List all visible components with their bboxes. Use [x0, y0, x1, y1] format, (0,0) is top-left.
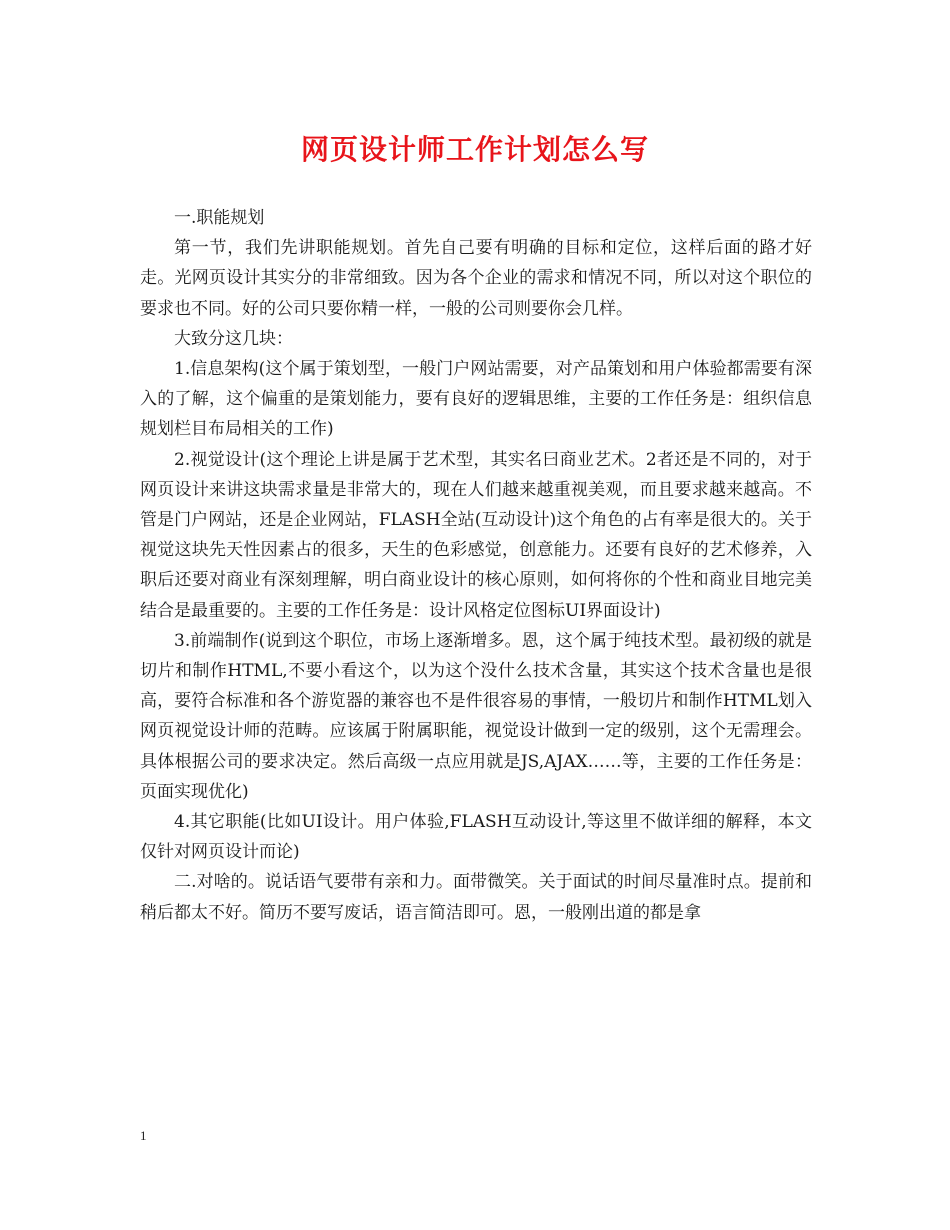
paragraph-item-3: 3.前端制作(说到这个职位，市场上逐渐增多。恩，这个属于纯技术型。最初级的就是切片和制作HTML,不要小看这个，以为这个没什么技术含量，其实这个技术含量也是很高，要符合标准和各个游览器的兼容也不是件很容易的事情，一般切片和制作HTML划入网页视觉设计师的范畴。应该属于附属职能，视觉设计做到一定的级别，这个无需理会。具体根据公司的要求决定。然后高级一点应用就是JS,AJAX……等，主要的工作任务是：页面实现优化): [140, 630, 812, 802]
paragraph-list-lead: 大致分这几块：: [174, 328, 293, 349]
paragraph-item-2: 2.视觉设计(这个理论上讲是属于艺术型，其实名曰商业艺术。2者还是不同的，对于网页设计来讲这块需求量是非常大的，现在人们越来越重视美观，而且要求越来越高。不管是门户网站，还是企业网站，FLASH全站(互动设计)这个角色的占有率是很大的。关于视觉这块先天性因素占的很多，天生的色彩感觉，创意能力。还要有良好的艺术修养，入职后还要对商业有深刻理解，明白商业设计的核心原则，如何将你的个性和商业目地完美结合是最重要的。主要的工作任务是：设计风格定位图标UI界面设计): [140, 449, 812, 621]
paragraph-item-1: 1.信息架构(这个属于策划型，一般门户网站需要，对产品策划和用户体验都需要有深入的了解，这个偏重的是策划能力，要有良好的逻辑思维，主要的工作任务是：组织信息规划栏目布局相关的工作): [140, 359, 812, 440]
page-number: 1: [140, 1128, 147, 1143]
section-heading-2: 二.对啥的。说话语气要带有亲和力。面带微笑。关于面试的时间尽量准时点。提前和稍后都太不好。简历不要写废话，语言简洁即可。恩，一般刚出道的都是拿: [140, 872, 812, 923]
paragraph-intro: 第一节，我们先讲职能规划。首先自己要有明确的目标和定位，这样后面的路才好走。光网页设计其实分的非常细致。因为各个企业的需求和情况不同，所以对这个职位的要求也不同。好的公司只要你精一样，一般的公司则要你会几样。: [140, 238, 812, 319]
section-heading-1: 一.职能规划: [174, 208, 265, 228]
document-body: [140, 203, 812, 928]
paragraph-item-4: 4.其它职能(比如UI设计。用户体验,FLASH互动设计,等这里不做详细的解释，本文仅针对网页设计而论): [140, 812, 812, 863]
document-title: 网页设计师工作计划怎么写: [300, 133, 649, 166]
